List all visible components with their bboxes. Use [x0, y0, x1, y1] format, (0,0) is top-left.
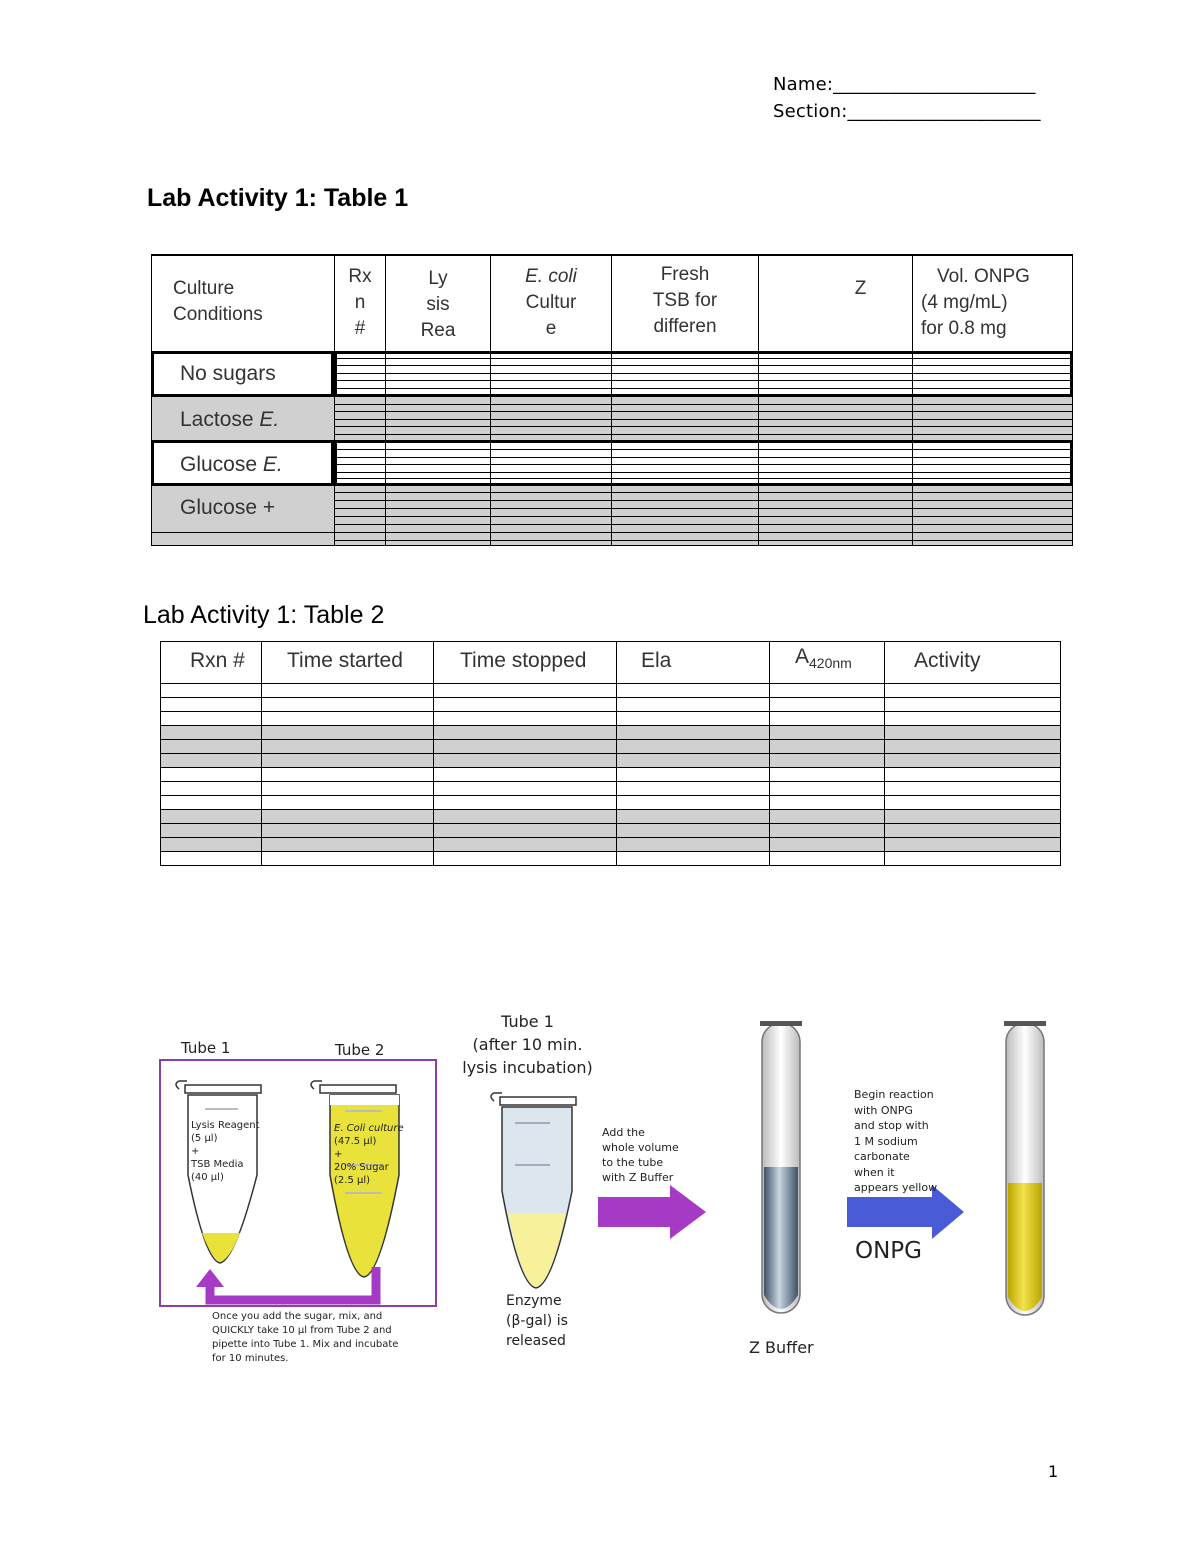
reaction-note: Begin reaction with ONPG and stop with 1 M sodium carbonate when it appears yellow	[854, 1088, 938, 1194]
transfer-arrowhead	[196, 1269, 224, 1287]
table2-row-line	[160, 809, 1061, 810]
col-vol-onpg: Vol. ONPG (4 mg/mL) for 0.8 mg	[921, 266, 1030, 339]
col-lysis-reagent: Ly sis Rea	[420, 268, 456, 341]
table2-title: Lab Activity 1: Table 2	[143, 601, 385, 629]
transfer-note: Once you add the sugar, mix, and QUICKLY take 10 µl from Tube 2 and pipette into Tube 1. Mix and incubate for 10 minutes.	[212, 1311, 399, 1364]
tube1-after-label: Tube 1 (after 10 min. lysis incubation)	[462, 1012, 593, 1077]
condition-glucose: Glucose E.	[180, 453, 283, 476]
condition-glucose-plus: Glucose +	[180, 496, 276, 519]
table2-row-line	[160, 739, 1061, 740]
table2-row-shade	[160, 809, 1061, 851]
table2-row-line	[160, 795, 1061, 796]
col-ecoli-culture: E. coli Cultur e	[525, 266, 577, 339]
table1-gridline	[334, 492, 1073, 493]
section-field[interactable]: Section:_____________________	[773, 101, 1041, 122]
table1-gridline	[334, 532, 1073, 533]
col-fresh-tsb: Fresh TSB for differen	[652, 264, 718, 337]
table2-row-line	[160, 711, 1061, 712]
tube1-label: Tube 1	[181, 1039, 231, 1057]
table1-gridline	[334, 500, 1073, 501]
transfer-arrow	[210, 1267, 376, 1300]
tube2-contents: E. Coli culture (47.5 µl) + 20% Sugar (2.5 µl)	[334, 1123, 404, 1186]
tube2-label: Tube 2	[335, 1041, 385, 1059]
col-activity: Activity	[914, 649, 981, 672]
table1-gridline	[334, 508, 1073, 509]
table1-gridline	[334, 434, 1073, 435]
zbuffer-tube-icon	[760, 1021, 802, 1313]
table2-row-line	[160, 767, 1061, 768]
table2-row-line	[160, 725, 1061, 726]
row-box	[334, 440, 1073, 486]
table2-row-line	[160, 781, 1061, 782]
yellow-tube-graphic	[995, 1015, 1055, 1325]
table1-gridline	[334, 516, 1073, 517]
page-number: 1	[1048, 1462, 1059, 1481]
row-box	[334, 351, 1073, 397]
add-arrow	[598, 1185, 706, 1239]
tube1-after-icon	[491, 1093, 576, 1288]
name-field[interactable]: Name:______________________	[773, 74, 1036, 95]
onpg-label: ONPG	[855, 1238, 923, 1264]
condition-lactose: Lactose E.	[180, 408, 280, 431]
table2-row-line	[160, 837, 1061, 838]
col-rxn: Rxn #	[190, 649, 245, 672]
col-rxn-number: Rx n #	[348, 266, 372, 339]
table1-gridline	[334, 411, 1073, 412]
col-a420: $A_{420nm}$	[795, 645, 852, 672]
add-note: Add the whole volume to the tube with Z Buffer	[602, 1126, 679, 1184]
col-z-buffer: Z	[854, 278, 867, 299]
table1-gridline	[151, 532, 334, 533]
table2-row-line	[160, 823, 1061, 824]
table1-gridline	[334, 540, 1073, 541]
table1-gridline	[334, 426, 1073, 427]
enzyme-label: Enzyme (β-gal) is released	[506, 1293, 568, 1349]
col-time-stopped: Time stopped	[460, 649, 587, 672]
table1-gridline	[334, 524, 1073, 525]
table2-row-line	[160, 865, 1061, 866]
zbuffer-label: Z Buffer	[749, 1338, 814, 1357]
condition-no-sugars: No sugars	[180, 362, 276, 385]
col-elapsed: Ela	[641, 649, 672, 672]
table1-gridline	[334, 404, 1073, 405]
table1	[151, 254, 1073, 546]
table1-gridline	[334, 419, 1073, 420]
table1-title: Lab Activity 1: Table 1	[147, 184, 409, 212]
tube1-contents: Lysis Reagent (5 µl) + TSB Media (40 µl)	[191, 1120, 260, 1183]
table2	[160, 641, 1061, 866]
table2-row-line	[160, 697, 1061, 698]
table2-row-shade	[160, 725, 1061, 767]
col-time-started: Time started	[287, 649, 403, 672]
col-culture-conditions: Culture Conditions	[173, 278, 263, 325]
table2-row-line	[160, 851, 1061, 852]
table2-row-line	[160, 753, 1061, 754]
